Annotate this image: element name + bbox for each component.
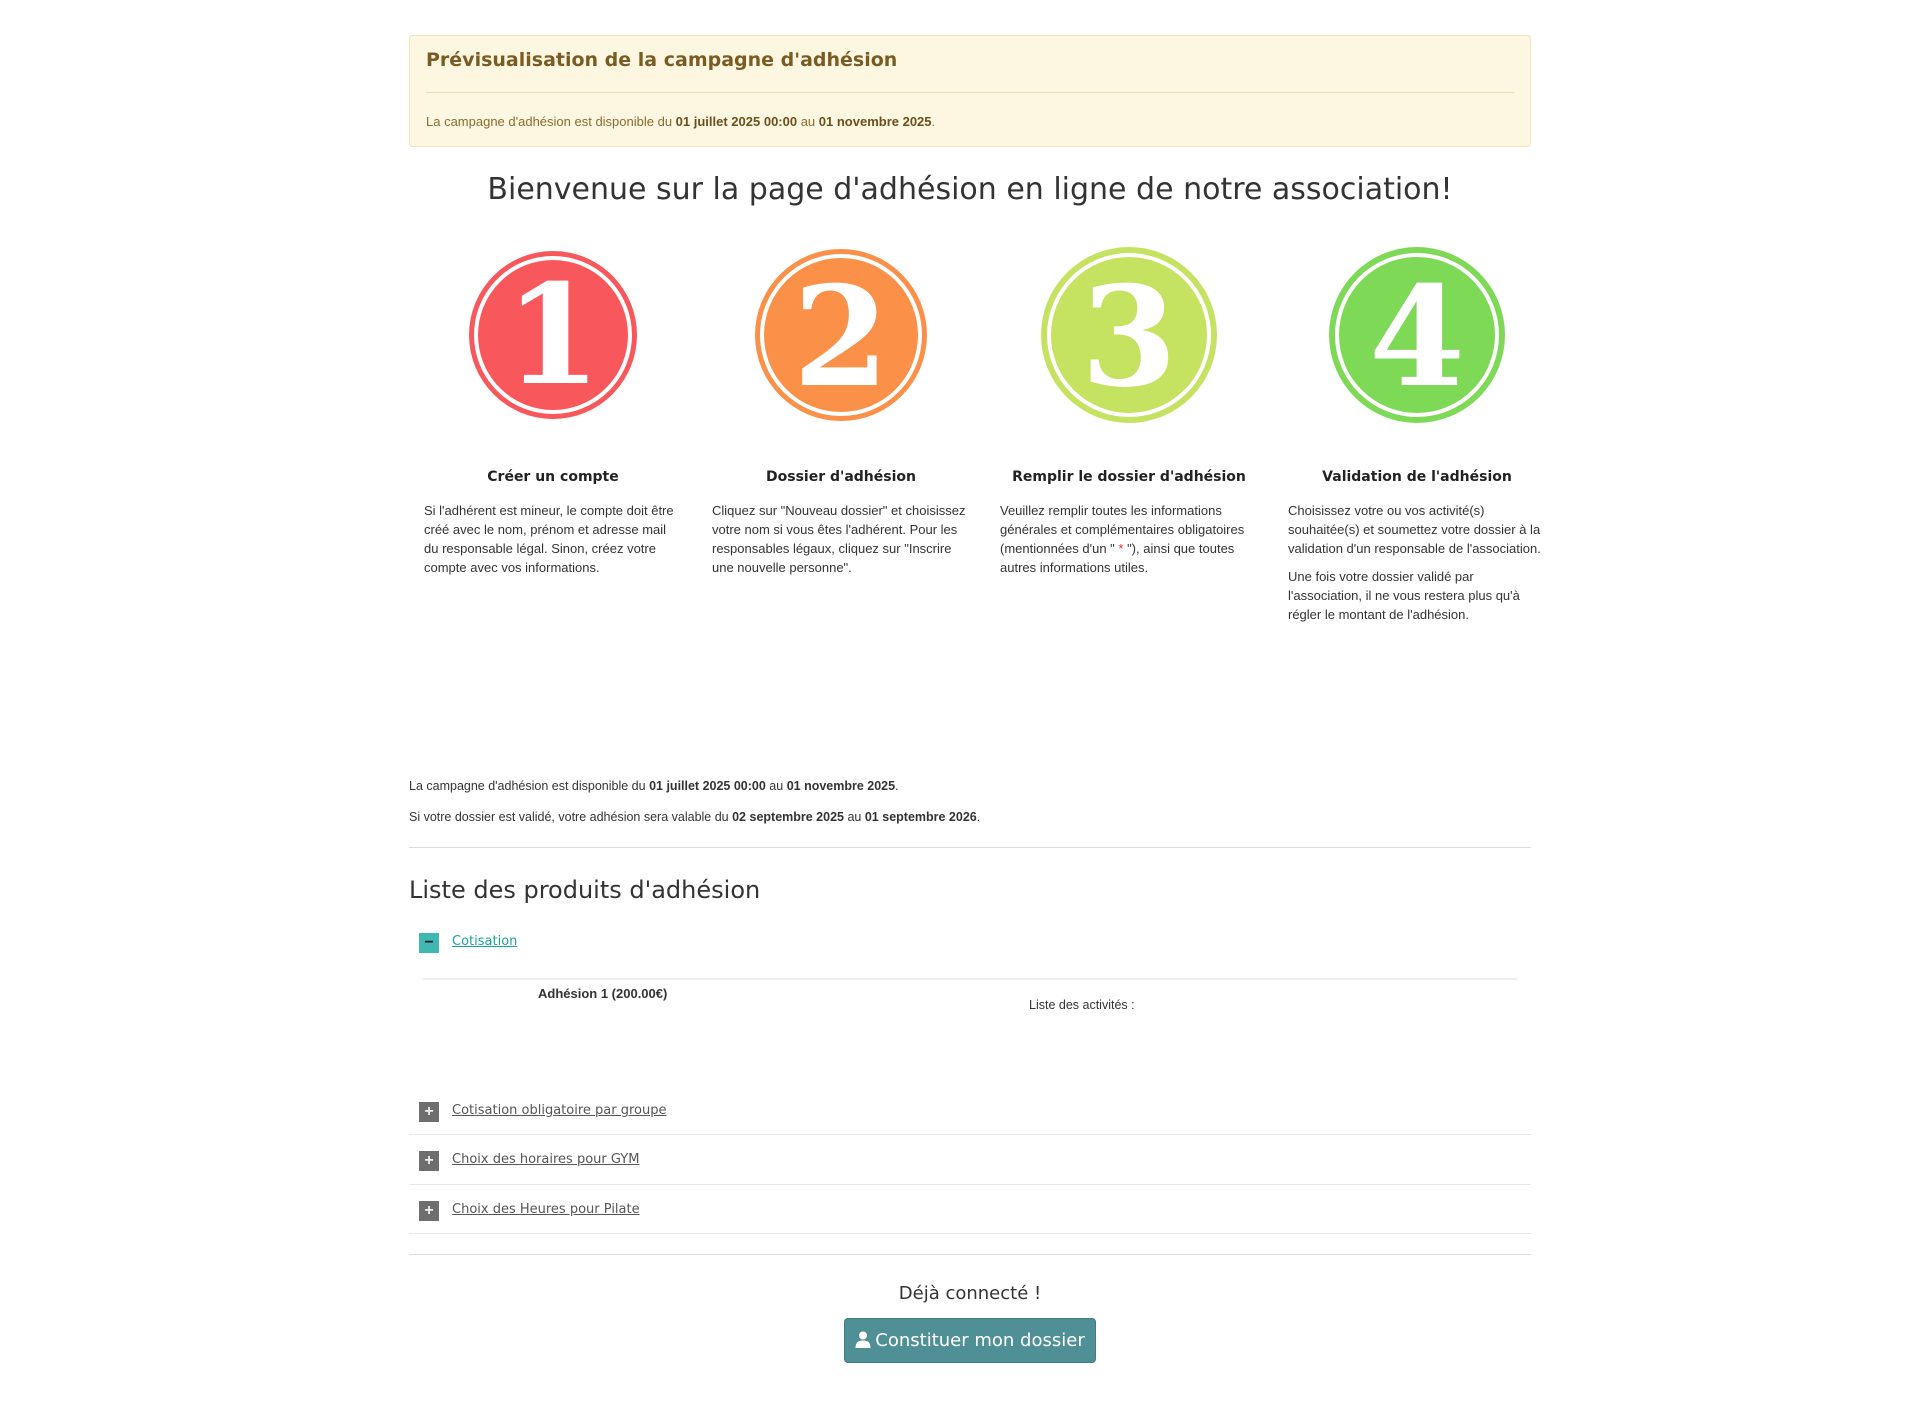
category-link[interactable]: Choix des Heures pour Pilate (452, 1202, 640, 1217)
collapse-toggle-icon[interactable]: − (419, 933, 439, 953)
welcome-heading: Bienvenue sur la page d'adhésion en ligne de notre association! (487, 172, 1453, 207)
step-3 (985, 245, 1273, 586)
connected-status: Déjà connecté ! (898, 1283, 1042, 1304)
preview-title: Prévisualisation de la campagne d'adhésion (426, 49, 898, 71)
step-description: Veuillez remplir toutes les informations générales et complémentaires obligatoires (mentionnées d'un " * "), ainsi que toutes autres informations utiles. (1000, 503, 1245, 575)
divider (426, 92, 1514, 93)
user-icon (855, 1331, 871, 1348)
step-title: Dossier d'adhésion (766, 469, 916, 485)
step-title: Remplir le dossier d'adhésion (1012, 469, 1246, 485)
divider (423, 978, 1517, 980)
number-3-icon (1039, 245, 1219, 425)
category-link[interactable]: Choix des horaires pour GYM (452, 1152, 640, 1167)
activities-label: Liste des activités : (1029, 998, 1135, 1012)
number-2-icon (751, 245, 931, 425)
divider (409, 847, 1531, 848)
divider (409, 1254, 1531, 1255)
expand-toggle-icon[interactable]: + (419, 1201, 439, 1221)
divider (409, 1134, 1531, 1135)
product-name: Adhésion 1 (200.00€) (538, 986, 668, 1001)
number-4-icon (1327, 245, 1507, 425)
button-label: Constituer mon dossier (875, 1330, 1085, 1351)
expand-toggle-icon[interactable]: + (419, 1102, 439, 1122)
step-title: Validation de l'adhésion (1322, 469, 1512, 485)
divider (409, 1184, 1531, 1185)
membership-validity: Si votre dossier est validé, votre adhésion sera valable du 02 septembre 2025 au 01 septembre 2026. (409, 810, 981, 824)
number-1-icon (463, 245, 643, 425)
expand-toggle-icon[interactable]: + (419, 1151, 439, 1171)
preview-banner (409, 35, 1531, 147)
step-1 (409, 245, 697, 586)
required-mark: * (1118, 541, 1124, 556)
svg-text:2: 2 (792, 255, 890, 418)
products-title: Liste des produits d'adhésion (409, 876, 761, 904)
svg-text:1: 1 (504, 253, 602, 416)
step-title: Créer un compte (487, 469, 619, 485)
svg-text:4: 4 (1368, 255, 1466, 418)
step-description: Choisissez votre ou vos activité(s) souhaitée(s) et soumettez votre dossier à la validation d'un responsable de l'association. Une fois votre dossier validé par l'association, il ne vous restera plus qu'à régler le montant de l'adhésion. (1288, 503, 1541, 622)
step-2 (697, 245, 985, 586)
preview-text: La campagne d'adhésion est disponible du 01 juillet 2025 00:00 au 01 novembre 2025. (426, 114, 936, 129)
campaign-availability: La campagne d'adhésion est disponible du 01 juillet 2025 00:00 au 01 novembre 2025. (409, 779, 899, 793)
svg-text:3: 3 (1080, 255, 1178, 418)
divider (409, 1233, 1531, 1234)
category-link-cotisation[interactable]: Cotisation (452, 934, 518, 949)
step-4 (1273, 245, 1561, 633)
step-description: Si l'adhérent est mineur, le compte doit être créé avec le nom, prénom et adresse mail du responsable légal. Sinon, créez votre compte avec vos informations. (424, 503, 674, 575)
category-link[interactable]: Cotisation obligatoire par groupe (452, 1103, 667, 1118)
build-dossier-button[interactable] (844, 1318, 1096, 1363)
step-description: Cliquez sur "Nouveau dossier" et choisissez votre nom si vous êtes l'adhérent. Pour les responsables légaux, cliquez sur "Inscrire une nouvelle personne". (712, 503, 966, 575)
